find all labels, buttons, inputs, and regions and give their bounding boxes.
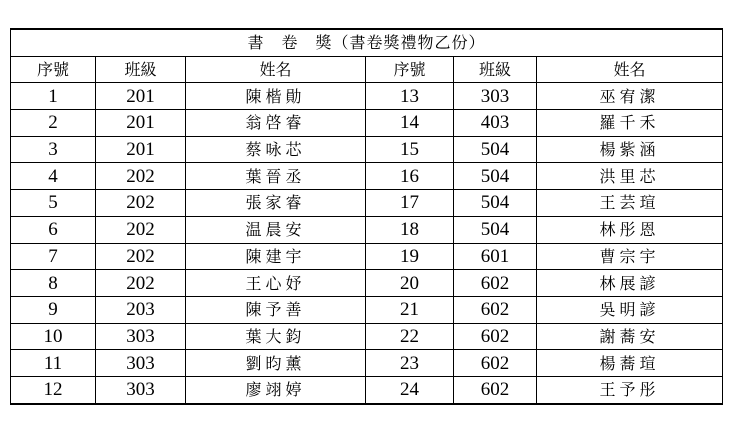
class-number: 602 bbox=[454, 270, 537, 297]
serial-number: 7 bbox=[11, 243, 96, 270]
table-row bbox=[11, 323, 723, 350]
title-row bbox=[11, 29, 723, 56]
class-number: 202 bbox=[96, 216, 186, 243]
serial-number: 16 bbox=[366, 163, 454, 190]
student-name: 吳明諺 bbox=[537, 296, 723, 323]
class-number: 602 bbox=[454, 350, 537, 377]
class-number: 201 bbox=[96, 83, 186, 110]
table-row bbox=[11, 216, 723, 243]
student-name: 曹宗宇 bbox=[537, 243, 723, 270]
class-number: 202 bbox=[96, 270, 186, 297]
table-row bbox=[11, 243, 723, 270]
serial-number: 4 bbox=[11, 163, 96, 190]
student-name: 楊蕎瑄 bbox=[537, 350, 723, 377]
student-name: 洪里芯 bbox=[537, 163, 723, 190]
serial-number: 10 bbox=[11, 323, 96, 350]
class-number: 504 bbox=[454, 190, 537, 217]
class-number: 602 bbox=[454, 323, 537, 350]
class-number: 303 bbox=[96, 350, 186, 377]
serial-number: 9 bbox=[11, 296, 96, 323]
student-name: 温晨安 bbox=[186, 216, 366, 243]
table-row bbox=[11, 296, 723, 323]
header-name-1: 姓名 bbox=[186, 56, 366, 83]
student-name: 羅千禾 bbox=[537, 110, 723, 137]
student-name: 巫宥潔 bbox=[537, 83, 723, 110]
serial-number: 17 bbox=[366, 190, 454, 217]
class-number: 202 bbox=[96, 190, 186, 217]
class-number: 201 bbox=[96, 110, 186, 137]
student-name: 楊紫涵 bbox=[537, 136, 723, 163]
class-number: 202 bbox=[96, 243, 186, 270]
student-name: 林彤恩 bbox=[537, 216, 723, 243]
serial-number: 14 bbox=[366, 110, 454, 137]
table-row bbox=[11, 270, 723, 297]
student-name: 王芸瑄 bbox=[537, 190, 723, 217]
header-class-1: 班級 bbox=[96, 56, 186, 83]
serial-number: 6 bbox=[11, 216, 96, 243]
serial-number: 2 bbox=[11, 110, 96, 137]
class-number: 202 bbox=[96, 163, 186, 190]
student-name: 劉昀薰 bbox=[186, 350, 366, 377]
student-name: 蔡咏芯 bbox=[186, 136, 366, 163]
header-name-2: 姓名 bbox=[537, 56, 723, 83]
serial-number: 19 bbox=[366, 243, 454, 270]
class-number: 504 bbox=[454, 163, 537, 190]
table-row bbox=[11, 163, 723, 190]
class-number: 504 bbox=[454, 216, 537, 243]
class-number: 602 bbox=[454, 296, 537, 323]
student-name: 葉晉丞 bbox=[186, 163, 366, 190]
serial-number: 11 bbox=[11, 350, 96, 377]
student-name: 王予彤 bbox=[537, 376, 723, 403]
serial-number: 21 bbox=[366, 296, 454, 323]
table-row bbox=[11, 83, 723, 110]
class-number: 601 bbox=[454, 243, 537, 270]
student-name: 陳建宇 bbox=[186, 243, 366, 270]
table-row bbox=[11, 110, 723, 137]
serial-number: 8 bbox=[11, 270, 96, 297]
student-name: 謝蕎安 bbox=[537, 323, 723, 350]
student-name: 張家睿 bbox=[186, 190, 366, 217]
class-number: 602 bbox=[454, 376, 537, 403]
class-number: 504 bbox=[454, 136, 537, 163]
student-name: 林展諺 bbox=[537, 270, 723, 297]
serial-number: 3 bbox=[11, 136, 96, 163]
serial-number: 12 bbox=[11, 376, 96, 403]
student-name: 王心妤 bbox=[186, 270, 366, 297]
student-name: 陳楷勛 bbox=[186, 83, 366, 110]
class-number: 303 bbox=[96, 323, 186, 350]
header-row bbox=[11, 56, 723, 83]
table-row bbox=[11, 376, 723, 403]
header-class-2: 班級 bbox=[454, 56, 537, 83]
student-name: 陳予善 bbox=[186, 296, 366, 323]
class-number: 303 bbox=[454, 83, 537, 110]
serial-number: 15 bbox=[366, 136, 454, 163]
award-table bbox=[10, 28, 723, 405]
serial-number: 23 bbox=[366, 350, 454, 377]
serial-number: 18 bbox=[366, 216, 454, 243]
header-no-1: 序號 bbox=[11, 56, 96, 83]
table-row bbox=[11, 350, 723, 377]
student-name: 翁啓睿 bbox=[186, 110, 366, 137]
class-number: 203 bbox=[96, 296, 186, 323]
table-title: 書 卷 獎（書卷獎禮物乙份） bbox=[11, 29, 723, 56]
serial-number: 5 bbox=[11, 190, 96, 217]
serial-number: 1 bbox=[11, 83, 96, 110]
serial-number: 13 bbox=[366, 83, 454, 110]
class-number: 303 bbox=[96, 376, 186, 403]
header-no-2: 序號 bbox=[366, 56, 454, 83]
serial-number: 20 bbox=[366, 270, 454, 297]
serial-number: 22 bbox=[366, 323, 454, 350]
class-number: 403 bbox=[454, 110, 537, 137]
table-row bbox=[11, 190, 723, 217]
class-number: 201 bbox=[96, 136, 186, 163]
table-row bbox=[11, 136, 723, 163]
serial-number: 24 bbox=[366, 376, 454, 403]
student-name: 葉大鈞 bbox=[186, 323, 366, 350]
student-name: 廖翊婷 bbox=[186, 376, 366, 403]
